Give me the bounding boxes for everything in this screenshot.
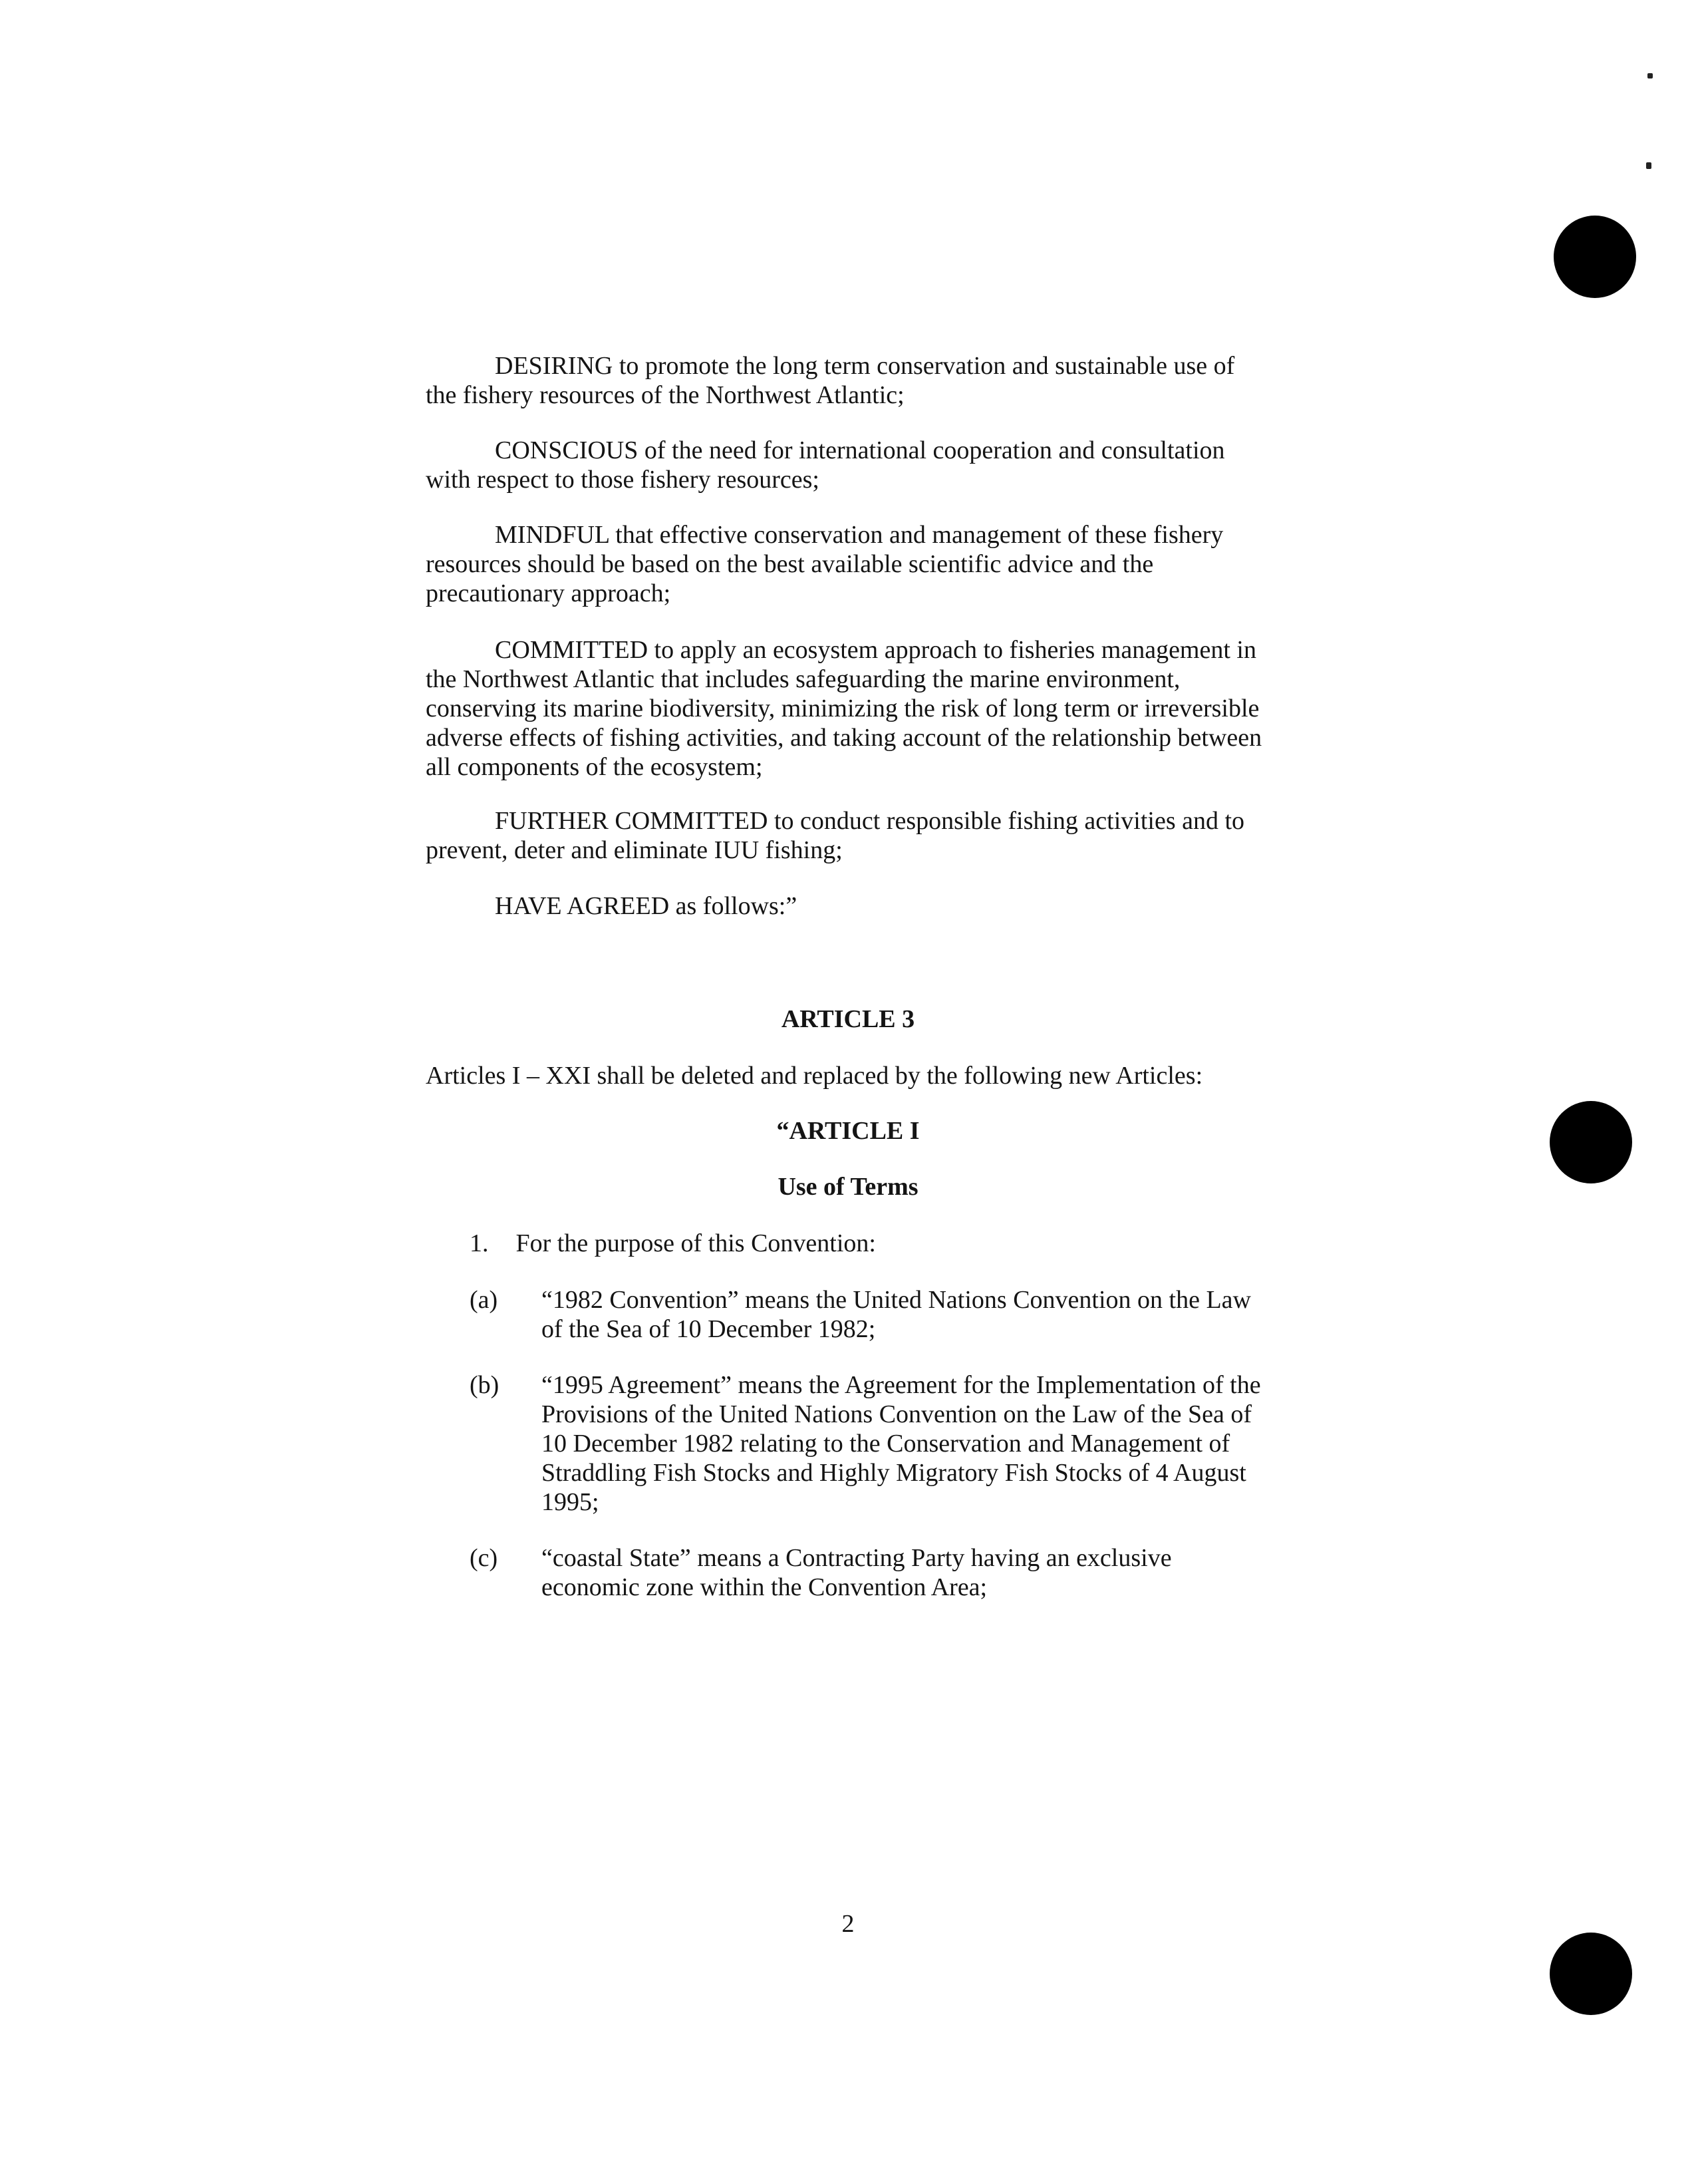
definition-label: (c) [470, 1544, 498, 1572]
punch-hole-bottom [1550, 1933, 1632, 2015]
definition-label: (a) [470, 1286, 498, 1314]
definition-text: “coastal State” means a Contracting Party having an exclusive economic zone within the Convention Area; [541, 1544, 1172, 1601]
preamble-further-committed-text: FURTHER COMMITTED to conduct responsible fishing activities and to prevent, deter and eliminate IUU fishing; [426, 807, 1245, 864]
preamble-conscious [426, 436, 1264, 494]
page-number: 2 [841, 1910, 855, 1938]
scan-speck [1646, 162, 1651, 169]
definition-c [470, 1543, 1268, 1603]
preamble-desiring-text: DESIRING to promote the long term conservation and sustainable use of the fishery resources of the Northwest Atlantic; [426, 352, 1235, 409]
item-1-number: 1. [470, 1229, 489, 1257]
article-heading: ARTICLE 3 [781, 1005, 915, 1033]
definition-a [470, 1285, 1268, 1345]
article-intro: Articles I – XXI shall be deleted and replaced by the following new Articles: [426, 1062, 1203, 1090]
punch-hole-top [1554, 216, 1636, 298]
preamble-desiring [426, 351, 1264, 410]
item-1-text: For the purpose of this Convention: [515, 1229, 876, 1257]
preamble-committed-text: COMMITTED to apply an ecosystem approach to fisheries management in the Northwest Atlantic that includes safeguarding the marine environment, conserving its marine biodiversity, minimizing the risk of long term or irreversible adverse effects of fishing activities, and taking account of the relationship between all components of the ecosystem; [426, 636, 1262, 781]
sub-article-heading: “ARTICLE I [776, 1117, 920, 1145]
definition-b [470, 1370, 1268, 1517]
definition-text: “1982 Convention” means the United Nations Convention on the Law of the Sea of 10 December 1982; [541, 1286, 1251, 1343]
preamble-committed [426, 635, 1264, 782]
preamble-further-committed [426, 806, 1264, 865]
preamble-conscious-text: CONSCIOUS of the need for international cooperation and consultation with respect to those fishery resources; [426, 436, 1225, 494]
have-agreed-text: HAVE AGREED as follows:” [495, 892, 797, 920]
scan-speck [1647, 73, 1653, 78]
definition-text: “1995 Agreement” means the Agreement for the Implementation of the Provisions of the United Nations Convention on the Law of the Sea of 10 December 1982 relating to the Conservation and Management of Straddling Fish Stocks and Highly Migratory Fish Stocks of 4 August 1995; [541, 1371, 1261, 1516]
item-1 [470, 1229, 876, 1258]
sub-article-title: Use of Terms [777, 1173, 919, 1201]
have-agreed [426, 891, 1264, 921]
definition-label: (b) [470, 1371, 499, 1399]
preamble-mindful-text: MINDFUL that effective conservation and management of these fishery resources should be based on the best available scientific advice and the precautionary approach; [426, 521, 1224, 607]
preamble-mindful [426, 520, 1264, 608]
